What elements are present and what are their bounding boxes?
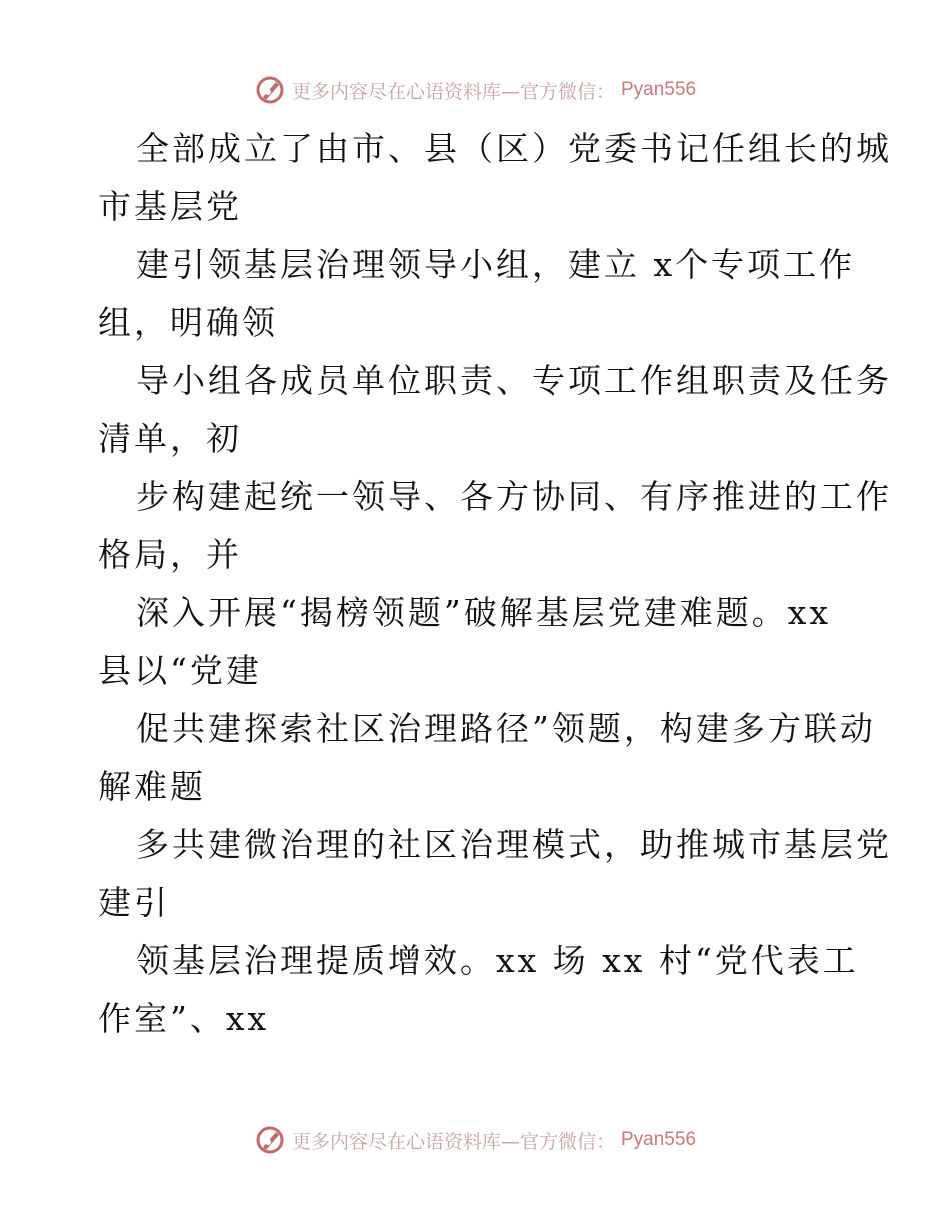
watermark-brand: Pyan556 (621, 1129, 697, 1150)
paragraph-line: 市基层党 (98, 187, 242, 226)
paragraph-line: 解难题 (98, 767, 206, 806)
paragraph (98, 352, 892, 468)
paragraph-line: 多共建微治理的社区治理模式，助推城市基层党 (136, 825, 892, 864)
paragraph-line: 建引 (98, 883, 170, 922)
paragraph-line: 导小组各成员单位职责、专项工作组职责及任务 (136, 361, 892, 400)
paragraph (98, 236, 858, 352)
watermark-brand: Pyan556 (621, 79, 697, 100)
paragraph (98, 932, 858, 1048)
paragraph-line: 县以“党建 (98, 651, 262, 690)
paragraph (98, 120, 892, 236)
document-body (98, 120, 892, 1048)
paragraph-line: 全部成立了由市、县（区）党委书记任组长的城 (136, 129, 892, 168)
paragraph-line: 作室”、xx (98, 999, 270, 1038)
paragraph-line: 步构建起统一领导、各方协同、有序推进的工作 (136, 477, 892, 516)
paragraph-line: 建引领基层治理领导小组，建立 x个专项工作 (136, 245, 856, 284)
paragraph (98, 584, 858, 700)
footer-watermark (0, 1120, 950, 1160)
watermark-text: 更多内容尽在心语资料库—官方微信： (291, 80, 615, 103)
paragraph-line: 深入开展“揭榜领题”破解基层党建难题。xx (136, 593, 831, 632)
paragraph (98, 468, 892, 584)
pen-circle-icon (254, 1124, 286, 1156)
paragraph-line: 领基层治理提质增效。xx 场 xx 村“党代表工 (136, 941, 859, 980)
paragraph-line: 促共建探索社区治理路径”领题，构建多方联动 (136, 709, 876, 748)
paragraph (98, 700, 876, 816)
paragraph-line: 清单，初 (98, 419, 242, 458)
paragraph-line: 格局，并 (98, 535, 242, 574)
pen-circle-icon (254, 74, 286, 106)
watermark-text: 更多内容尽在心语资料库—官方微信： (291, 1130, 615, 1153)
paragraph (98, 816, 892, 932)
header-watermark (0, 70, 950, 110)
paragraph-line: 组，明确领 (98, 303, 278, 342)
